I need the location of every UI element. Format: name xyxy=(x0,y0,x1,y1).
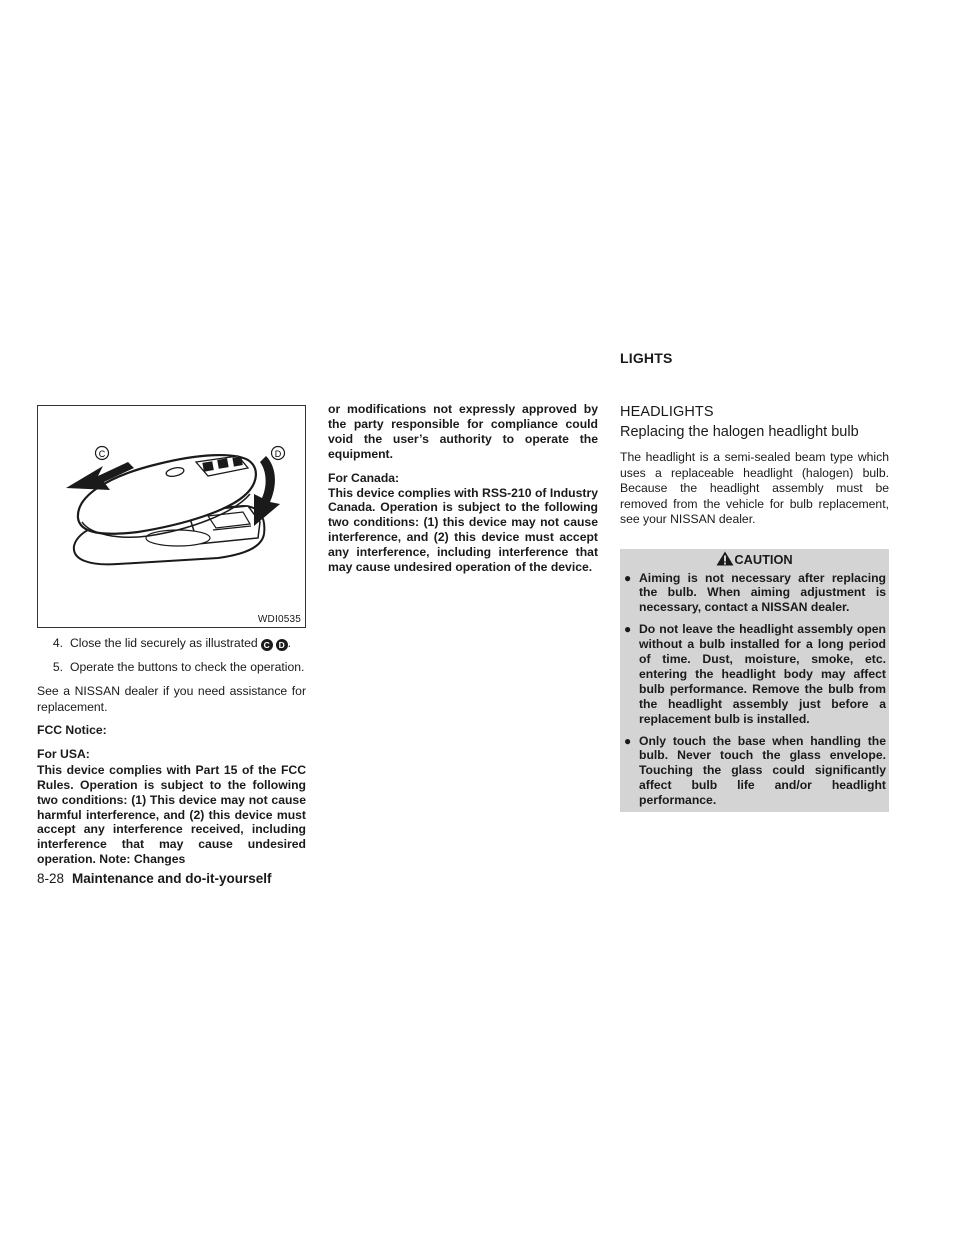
for-canada-heading: For Canada: xyxy=(328,470,400,485)
bullet-icon: ● xyxy=(624,733,632,748)
replacing-bulb-subheading: Replacing the halogen headlight bulb xyxy=(620,424,859,440)
step-text: Operate the buttons to check the operation. xyxy=(70,660,305,674)
step-number: 4. xyxy=(52,636,63,650)
key-fob-drawing xyxy=(38,406,305,627)
step-number: 5. xyxy=(52,660,63,674)
caution-item-text: Do not leave the headlight assembly open without a bulb installed for a long period of time. Dust, moisture, smoke, etc. entering the headlight body may affect bulb performance. Remove the bulb from the headlight assembly just before a replacement bulb is installed. xyxy=(639,622,886,726)
callout-c xyxy=(96,447,109,460)
continued-text: or modifications not expressly approved by the party responsible for compliance could void the user’s authority to operate the equipment. xyxy=(328,402,598,461)
figure-code: WDI0535 xyxy=(257,614,301,625)
fcc-notice-heading: FCC Notice: xyxy=(37,723,107,737)
for-usa-heading: For USA: xyxy=(37,746,90,761)
page-number: 8-28 xyxy=(37,871,65,886)
caution-box xyxy=(620,549,889,813)
step-item xyxy=(37,660,306,675)
svg-text:D: D xyxy=(274,449,282,459)
caution-item xyxy=(623,622,886,726)
step-list xyxy=(37,636,306,675)
circled-d-icon: D xyxy=(276,639,288,651)
callout-d xyxy=(272,447,285,460)
lights-heading: LIGHTS xyxy=(620,350,673,366)
see-dealer-text: See a NISSAN dealer if you need assistance for replacement. xyxy=(37,684,306,714)
caution-item xyxy=(623,571,886,616)
circled-c-icon: C xyxy=(261,639,273,651)
bullet-icon: ● xyxy=(624,622,632,637)
warning-triangle-icon xyxy=(716,551,734,566)
canada-text: This device complies with RSS-210 of Industry Canada. Operation is subject to the following two conditions: (1) this device may not cause interference, and (2) this device must accept any interference, including interference that may cause undesired operation of the device. xyxy=(328,485,598,575)
caution-item xyxy=(623,734,886,809)
svg-text:C: C xyxy=(98,449,106,459)
key-fob-illustration xyxy=(37,405,306,628)
caution-item-text: Aiming is not necessary after replacing the bulb. When aiming adjustment is necessary, contact a NISSAN dealer. xyxy=(639,570,886,615)
right-column xyxy=(620,350,889,812)
middle-column xyxy=(328,402,598,575)
step-item xyxy=(37,636,306,651)
section-title: Maintenance and do-it-yourself xyxy=(72,871,272,886)
headlight-description: The headlight is a semi-sealed beam type which uses a replaceable headlight (halogen) bulb. Because the headlight assembly must be removed from the vehicle for bulb replacement, see your NISSAN dealer. xyxy=(620,450,889,526)
page-footer xyxy=(37,871,272,886)
caution-header xyxy=(623,549,886,571)
usa-text: This device complies with Part 15 of the FCC Rules. Operation is subject to the following two conditions: (1) This device may not cause harmful interference, and (2) this device must accept any interference received, including interference that may cause undesired operation. Note: Changes xyxy=(37,762,306,867)
caution-title: CAUTION xyxy=(734,551,793,567)
left-column xyxy=(37,405,306,867)
headlights-heading: HEADLIGHTS xyxy=(620,404,714,420)
bullet-icon: ● xyxy=(624,570,632,585)
step-text: Close the lid securely as illustrated C D . xyxy=(70,636,292,650)
caution-item-text: Only touch the base when handling the bulb. Never touch the glass envelope. Touching the glass could significantly affect bulb life and/or headlight performance. xyxy=(639,733,886,808)
